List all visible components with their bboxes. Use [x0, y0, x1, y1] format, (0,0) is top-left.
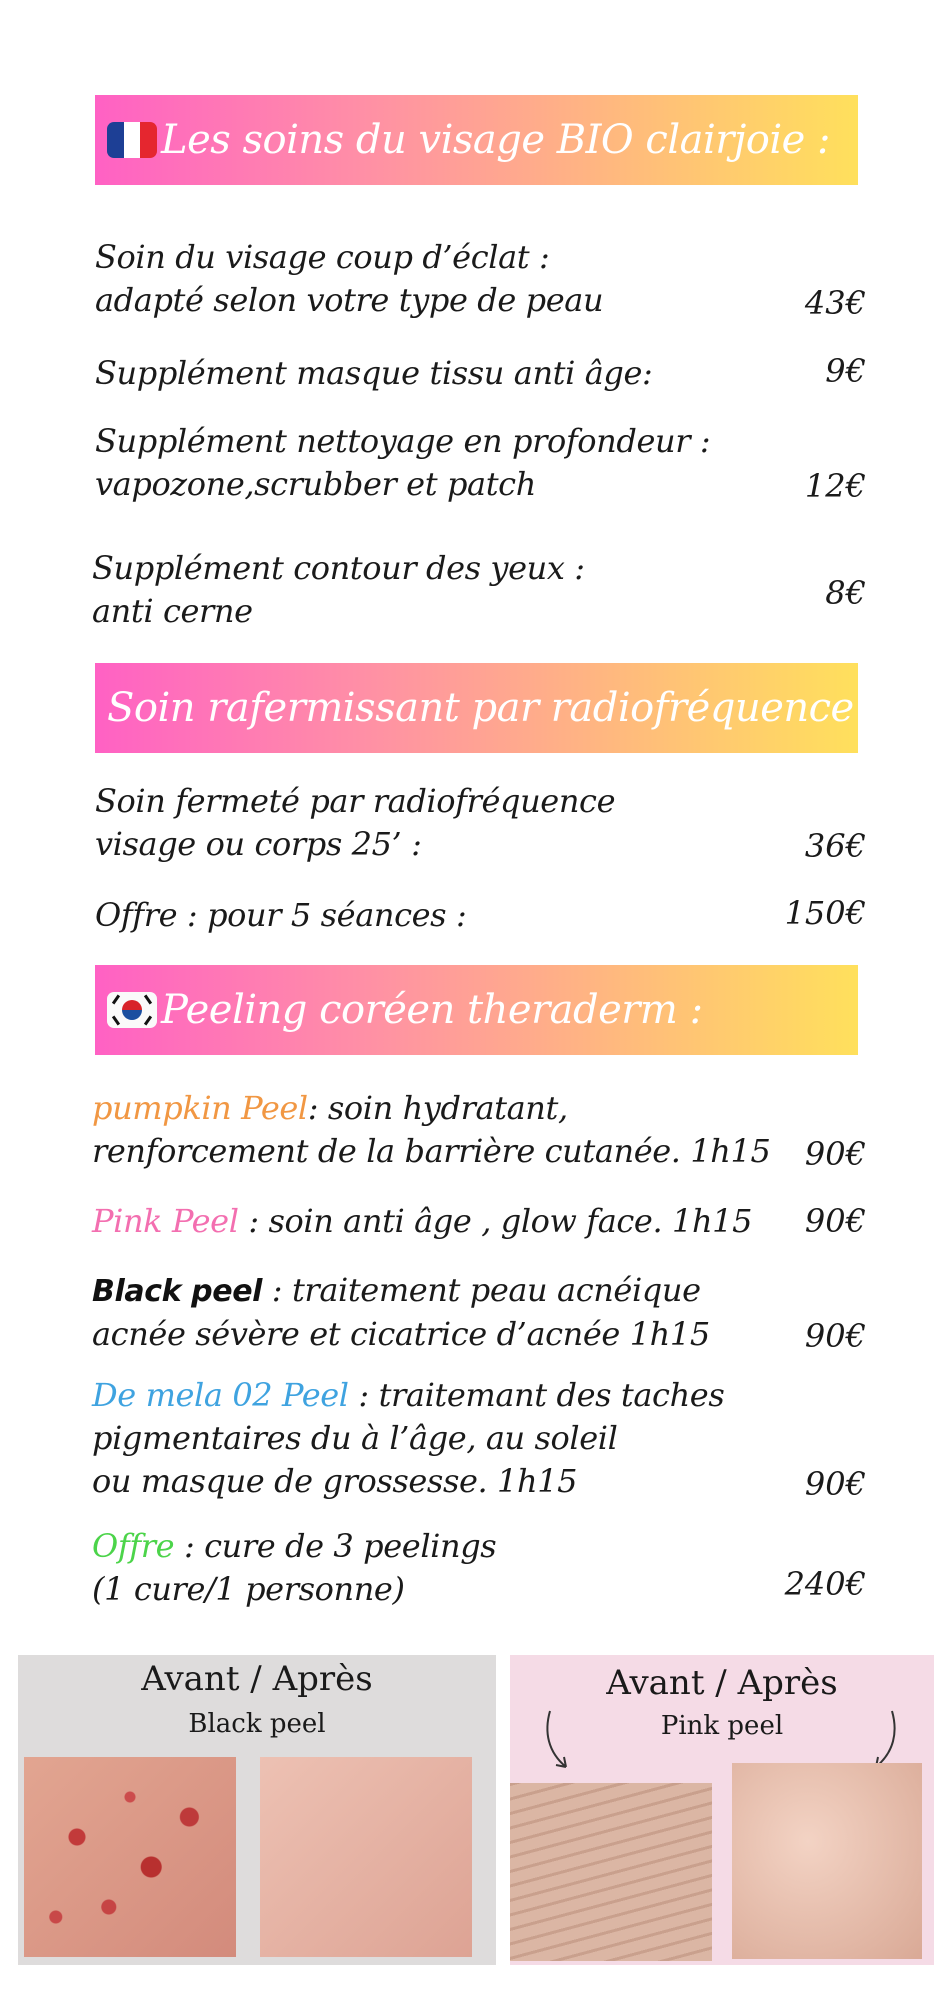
korea-flag-icon [107, 992, 157, 1028]
menu-item-price: 90€ [804, 1317, 866, 1355]
menu-item-text: Black peel : traitement peau acnéique acnée sévère et cicatrice d’acnée 1h15 [92, 1271, 710, 1353]
product-name: Black peel [92, 1274, 263, 1309]
menu-item-text: pumpkin Peel: soin hydratant, renforcement de la barrière cutanée. 1h15 [92, 1089, 771, 1170]
arrow-down-icon [542, 1707, 582, 1777]
before-photo [510, 1783, 712, 1961]
before-after-black-peel [18, 1655, 496, 1965]
section-header-radiofrequency [95, 663, 879, 753]
menu-item-text: Supplément contour des yeux : anti cerne [92, 549, 585, 630]
product-name: Pink Peel [92, 1202, 239, 1240]
menu-item-price: 90€ [804, 1465, 866, 1503]
before-after-title: Avant / Après [141, 1659, 373, 1699]
menu-item-text: Offre : pour 5 séances : [95, 896, 467, 934]
section-header-facial-care [95, 95, 858, 185]
menu-item-text: Offre : cure de 3 peelings (1 cure/1 personne) [92, 1527, 497, 1608]
menu-item-text: Supplément nettoyage en profondeur : vapozone,scrubber et patch [95, 422, 711, 503]
menu-item-price: 12€ [804, 467, 866, 505]
menu-item-price: 8€ [825, 574, 866, 612]
before-after-pink-peel [510, 1655, 934, 1965]
before-after-title: Avant / Après [606, 1663, 838, 1703]
menu-item-text: Supplément masque tissu anti âge: [95, 354, 653, 392]
menu-item-price: 36€ [804, 827, 866, 865]
menu-item-price: 150€ [784, 894, 866, 932]
menu-item-price: 240€ [784, 1565, 866, 1603]
after-photo [732, 1763, 922, 1959]
menu-item-price: 9€ [825, 352, 866, 390]
menu-item-text: De mela 02 Peel : traitemant des taches pigmentaires du à l’âge, au soleil ou masque de grossesse. 1h15 [92, 1376, 725, 1500]
menu-item-text: Pink Peel : soin anti âge , glow face. 1h15 [92, 1202, 753, 1240]
section-header-korean-peeling [95, 965, 858, 1055]
section-title: Peeling coréen theraderm : [161, 987, 703, 1033]
product-name: pumpkin Peel [92, 1089, 308, 1127]
product-name: Offre [92, 1527, 175, 1565]
menu-item-text: Soin fermeté par radiofréquence visage ou corps 25’ : [95, 782, 616, 863]
menu-item-price: 90€ [804, 1202, 866, 1240]
product-name: De mela 02 Peel [92, 1376, 349, 1414]
before-photo [24, 1757, 236, 1957]
before-after-subtitle: Pink peel [660, 1711, 784, 1741]
menu-item-price: 90€ [804, 1135, 866, 1173]
menu-item-text: Soin du visage coup d’éclat : adapté selon votre type de peau [95, 238, 604, 319]
section-title: Les soins du visage BIO clairjoie : [161, 117, 831, 163]
france-flag-icon [107, 122, 157, 158]
section-title: Soin rafermissant par radiofréquence : [107, 685, 879, 731]
after-photo [260, 1757, 472, 1957]
menu-item-price: 43€ [804, 284, 866, 322]
before-after-subtitle: Black peel [188, 1709, 326, 1739]
